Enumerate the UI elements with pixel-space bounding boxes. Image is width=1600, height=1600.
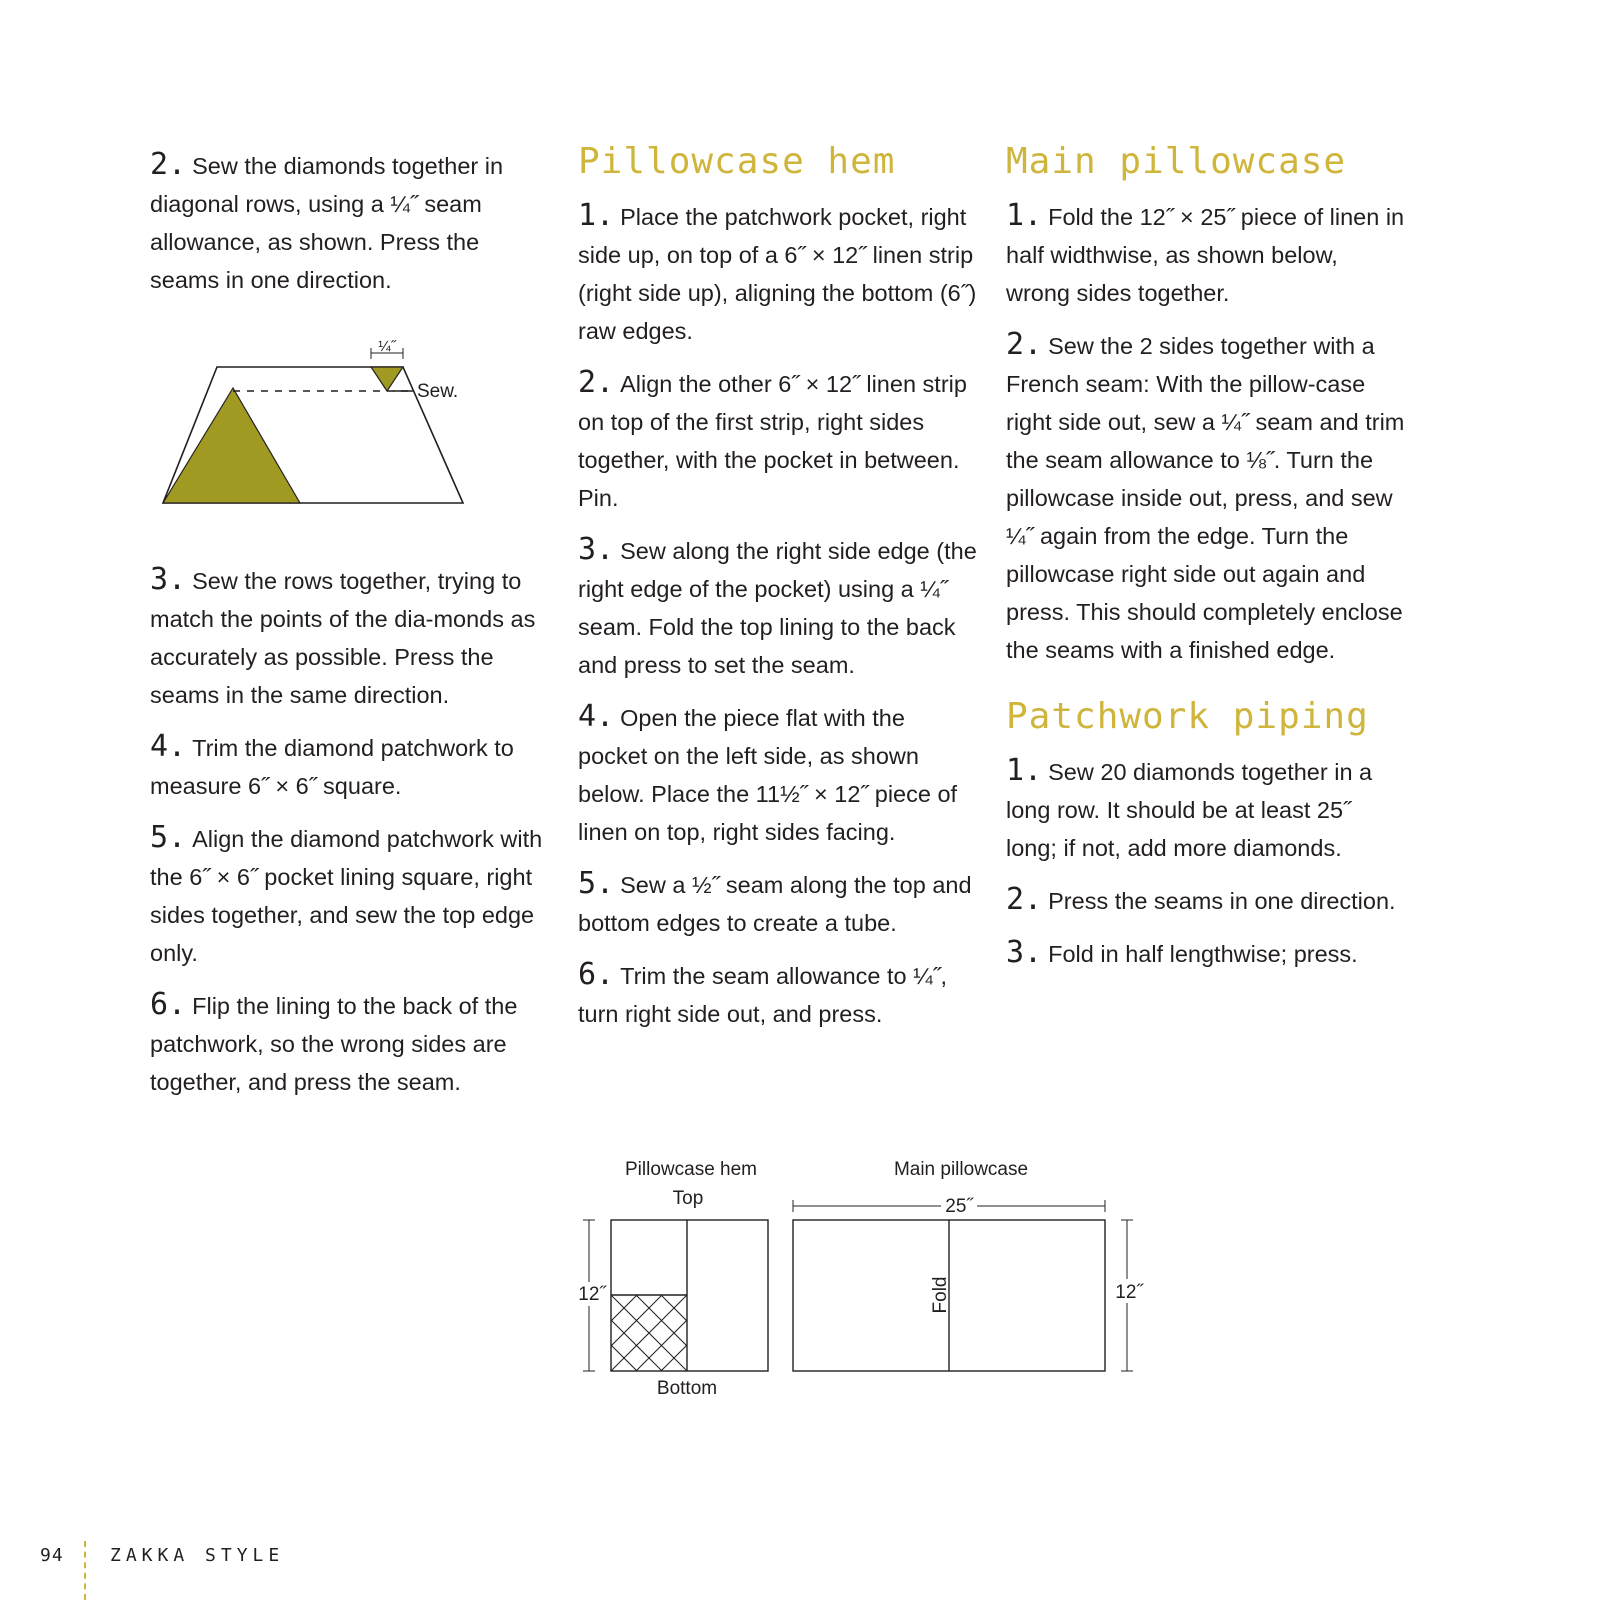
- pillowcase-diagrams: [575, 1155, 1155, 1405]
- step-6: 6. Trim the seam allowance to ¼˝, turn right side out, and press.: [578, 957, 948, 1028]
- hem-title: Pillowcase hem: [625, 1159, 757, 1180]
- page-number: 94: [40, 1545, 64, 1566]
- column-1: [150, 140, 550, 1115]
- column-3: [1006, 140, 1406, 987]
- seam-allowance-triangle: [371, 367, 403, 391]
- step-3: 3. Sew the rows together, trying to match the points of the dia-monds as accurately as possible. Press the seams in the same direction.: [150, 562, 536, 708]
- book-title: ZAKKA STYLE: [110, 1545, 285, 1566]
- step-5: 5. Sew a ½˝ seam along the top and bottom edges to create a tube.: [578, 866, 972, 937]
- main-width-label: 25˝: [945, 1196, 973, 1217]
- main-height-label: 12˝: [1115, 1282, 1143, 1303]
- step-2: 2. Sew the diamonds together in diagonal rows, using a ¼˝ seam allowance, as shown. Press the seams in one direction.: [150, 147, 504, 293]
- step-5: 5. Align the diamond patchwork with the 6˝ × 6˝ pocket lining square, right sides together, and sew the top edge only.: [150, 820, 543, 966]
- hem-bottom-label: Bottom: [656, 1378, 718, 1399]
- step-1: 1. Sew 20 diamonds together in a long row. It should be at least 25˝ long; if not, add more diamonds.: [1006, 753, 1373, 862]
- step-4: 4. Open the piece flat with the pocket on the left side, as shown below. Place the 11½˝ × 12˝ piece of linen on top, right sides facing.: [578, 699, 958, 846]
- section-title-main-pillowcase: Main pillowcase: [1006, 141, 1347, 182]
- step-1: 1. Fold the 12˝ × 25˝ piece of linen in half widthwise, as shown below, wrong sides together.: [1006, 198, 1405, 307]
- column-2: [578, 140, 978, 1047]
- step-6: 6. Flip the lining to the back of the patchwork, so the wrong sides are together, and press the seam.: [150, 987, 518, 1095]
- step-3: 3. Sew along the right side edge (the right edge of the pocket) using a ¼˝ seam. Fold the top lining to the back and press to set the seam.: [578, 532, 977, 679]
- step-2: 2. Sew the 2 sides together with a French seam: With the pillow-case right side out, sew a ¼˝ seam and trim the seam allowance to ⅛˝. Turn the pillowcase inside out, press, and sew ¼˝ again from the edge. Turn the pillowcase right side out again and press. This should completely enclose the seams with a finished edge.: [1006, 327, 1405, 664]
- quarter-label: ¼˝: [378, 338, 396, 355]
- footer-divider: [84, 1541, 86, 1600]
- step-2: 2. Press the seams in one direction.: [1006, 882, 1396, 918]
- step-3: 3. Fold in half lengthwise; press.: [1006, 935, 1358, 971]
- pocket-crosshatch: [575, 1295, 737, 1371]
- step-1: 1. Place the patchwork pocket, right side up, on top of a 6˝ × 12˝ linen strip (right side up), aligning the bottom (6˝) raw edges.: [578, 198, 977, 345]
- section-title-pillowcase-hem: Pillowcase hem: [578, 141, 896, 182]
- step-2: 2. Align the other 6˝ × 12˝ linen strip on top of the first strip, right sides together, with the pocket in between. Pin.: [578, 365, 967, 512]
- section-title-patchwork-piping: Patchwork piping: [1006, 696, 1369, 738]
- main-fold-label: Fold: [930, 1276, 952, 1314]
- olive-triangle: [163, 388, 300, 503]
- diamond-seam-diagram: [155, 335, 475, 510]
- step-4: 4. Trim the diamond patchwork to measure 6˝ × 6˝ square.: [150, 729, 514, 799]
- hem-top-label: Top: [672, 1188, 704, 1209]
- sew-label: Sew.: [417, 381, 459, 402]
- hem-height-label: 12˝: [578, 1284, 606, 1305]
- main-title: Main pillowcase: [893, 1159, 1029, 1180]
